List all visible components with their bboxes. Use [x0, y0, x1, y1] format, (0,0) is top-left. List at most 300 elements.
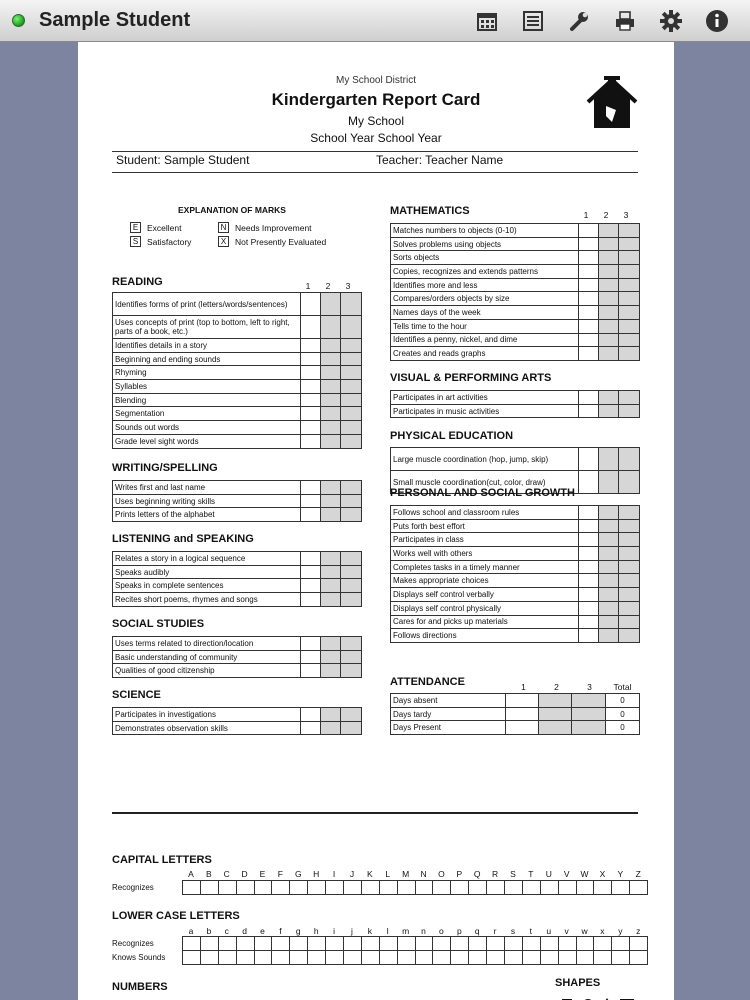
mark-cell[interactable] — [599, 615, 619, 629]
table-row — [391, 506, 640, 520]
mark-cell[interactable] — [579, 237, 599, 251]
attendance-total-label: Total — [613, 682, 632, 692]
letter-cell[interactable] — [487, 881, 505, 895]
attendance-row: Days Present 0 — [391, 721, 640, 735]
table-row — [113, 380, 362, 394]
mark-cell[interactable] — [301, 650, 321, 664]
letter-cell[interactable] — [415, 951, 433, 965]
letter-cell[interactable] — [576, 937, 594, 951]
mark-cell[interactable] — [579, 292, 599, 306]
mark-cell[interactable] — [321, 421, 341, 435]
mark-cell[interactable] — [619, 292, 640, 306]
skill-label: Follows school and classroom rules — [391, 506, 579, 520]
mark-cell[interactable] — [301, 393, 321, 407]
printer-icon[interactable] — [602, 6, 648, 36]
skill-label: Identifies forms of print (letters/words/sentences) — [113, 293, 301, 316]
skill-label: Participates in music activities — [391, 404, 579, 418]
letter-cell[interactable] — [236, 881, 254, 895]
letter-cell[interactable] — [200, 937, 218, 951]
letter-label: v — [564, 926, 569, 936]
mark-cell[interactable] — [301, 380, 321, 394]
letter-cell[interactable] — [290, 937, 308, 951]
table-row — [113, 434, 362, 448]
table-row — [113, 421, 362, 435]
student-name: Student: Sample Student — [116, 153, 250, 167]
mark-cell[interactable] — [301, 407, 321, 421]
list-icon[interactable] — [510, 6, 556, 36]
mark-cell[interactable] — [579, 588, 599, 602]
mark-cell[interactable] — [321, 407, 341, 421]
letter-cell[interactable] — [469, 951, 487, 965]
mark-cell[interactable] — [301, 494, 321, 508]
letter-cell[interactable] — [630, 937, 648, 951]
table-row — [113, 293, 362, 316]
letter-label: y — [618, 926, 623, 936]
mark-cell[interactable] — [599, 533, 619, 547]
mark-cell[interactable] — [619, 251, 640, 265]
skill-label: Names days of the week — [391, 306, 579, 320]
mark-cell[interactable] — [599, 506, 619, 520]
letter-cell[interactable] — [612, 937, 630, 951]
skill-label: Speaks audibly — [113, 565, 301, 579]
letter-cell[interactable] — [576, 951, 594, 965]
letter-cell[interactable] — [397, 881, 415, 895]
mark-cell[interactable] — [599, 224, 619, 238]
mark-cell[interactable] — [619, 471, 640, 494]
math-title: MATHEMATICS — [390, 205, 470, 217]
skill-label: Recites short poems, rhymes and songs — [113, 593, 301, 607]
skill-label: Basic understanding of community — [113, 650, 301, 664]
mark-cell[interactable] — [579, 519, 599, 533]
mark-cell[interactable] — [619, 588, 640, 602]
letter-cell[interactable] — [218, 937, 236, 951]
letter-label: O — [438, 869, 445, 879]
letter-cell[interactable] — [630, 881, 648, 895]
skill-label: Identifies a penny, nickel, and dime — [391, 333, 579, 347]
letter-cell[interactable] — [379, 881, 397, 895]
mark-cell[interactable] — [619, 574, 640, 588]
mark-cell[interactable] — [301, 293, 321, 316]
letter-cell[interactable] — [469, 881, 487, 895]
skill-label: Speaks in complete sentences — [113, 579, 301, 593]
info-icon[interactable] — [694, 6, 740, 36]
mark-cell[interactable] — [599, 319, 619, 333]
mark-cell[interactable] — [301, 708, 321, 722]
mark-cell[interactable] — [599, 519, 619, 533]
mark-cell[interactable] — [619, 333, 640, 347]
mark-cell[interactable] — [579, 471, 599, 494]
letter-cell[interactable] — [433, 937, 451, 951]
mark-cell[interactable] — [341, 494, 362, 508]
table-row — [391, 306, 640, 320]
mark-cell[interactable] — [341, 481, 362, 495]
mark-cell[interactable] — [321, 650, 341, 664]
letter-cell[interactable] — [290, 951, 308, 965]
letter-cell[interactable] — [272, 951, 290, 965]
mark-satisfactory: S Satisfactory — [130, 236, 191, 247]
mark-cell[interactable] — [341, 339, 362, 353]
letter-cell[interactable] — [344, 937, 362, 951]
letter-cell[interactable] — [272, 937, 290, 951]
letter-label: Z — [635, 869, 641, 879]
letter-cell[interactable] — [254, 937, 272, 951]
letter-cell[interactable] — [451, 937, 469, 951]
letter-cell[interactable] — [612, 951, 630, 965]
mark-cell[interactable] — [301, 552, 321, 566]
mark-cell[interactable] — [579, 333, 599, 347]
mark-cell[interactable] — [321, 494, 341, 508]
letter-label: D — [241, 869, 248, 879]
letter-cell[interactable] — [558, 937, 576, 951]
mark-cell[interactable] — [599, 601, 619, 615]
mark-cell[interactable] — [341, 293, 362, 316]
letter-cell[interactable] — [361, 881, 379, 895]
mark-cell[interactable] — [579, 547, 599, 561]
mark-cell[interactable] — [321, 366, 341, 380]
mark-cell[interactable] — [579, 391, 599, 405]
mark-cell[interactable] — [619, 265, 640, 279]
skill-label: Participates in class — [391, 533, 579, 547]
mark-cell[interactable] — [579, 615, 599, 629]
letter-cell[interactable] — [487, 937, 505, 951]
mark-cell[interactable] — [301, 565, 321, 579]
letter-label: H — [313, 869, 320, 879]
table-row — [391, 615, 640, 629]
mark-cell[interactable] — [579, 306, 599, 320]
mark-cell[interactable] — [341, 637, 362, 651]
skill-label: Sorts objects — [391, 251, 579, 265]
mark-cell[interactable] — [321, 637, 341, 651]
mark-cell[interactable] — [599, 574, 619, 588]
mark-cell[interactable] — [619, 533, 640, 547]
mark-cell[interactable] — [301, 316, 321, 339]
mark-cell[interactable] — [301, 481, 321, 495]
mark-cell[interactable] — [619, 448, 640, 471]
mark-cell[interactable] — [599, 333, 619, 347]
letter-label: z — [636, 926, 641, 936]
skill-label: Small muscle coordination(cut, color, draw) — [391, 471, 579, 494]
letter-cell[interactable] — [522, 881, 540, 895]
letter-cell[interactable] — [612, 881, 630, 895]
mark-cell[interactable] — [579, 533, 599, 547]
mark-cell[interactable] — [579, 601, 599, 615]
mark-cell[interactable] — [579, 347, 599, 361]
mark-cell[interactable] — [619, 404, 640, 418]
letter-cell[interactable] — [505, 951, 523, 965]
mark-cell[interactable] — [341, 650, 362, 664]
capital-letters-title: CAPITAL LETTERS — [112, 854, 212, 866]
mark-needs-improvement: N Needs Improvement — [218, 222, 312, 233]
table-row — [113, 664, 362, 678]
mark-cell[interactable] — [619, 347, 640, 361]
mark-cell[interactable] — [341, 380, 362, 394]
mark-cell[interactable] — [599, 629, 619, 643]
letter-label: s — [510, 926, 516, 936]
mark-cell[interactable] — [619, 615, 640, 629]
letter-cell[interactable] — [254, 951, 272, 965]
mark-cell[interactable] — [301, 366, 321, 380]
mark-cell[interactable] — [619, 547, 640, 561]
mark-cell[interactable] — [579, 560, 599, 574]
attendance-row: Days absent 0 — [391, 694, 640, 708]
mark-cell[interactable] — [579, 506, 599, 520]
letter-label: N — [420, 869, 427, 879]
mark-cell[interactable] — [599, 560, 619, 574]
mark-cell[interactable] — [579, 448, 599, 471]
letter-cell[interactable] — [487, 951, 505, 965]
top-bar — [0, 0, 750, 42]
mark-cell[interactable] — [579, 224, 599, 238]
mark-cell[interactable] — [341, 393, 362, 407]
letter-cell[interactable] — [361, 937, 379, 951]
skill-label: Qualities of good citizenship — [113, 664, 301, 678]
attendance-title: ATTENDANCE — [390, 676, 465, 688]
schoolhouse-icon — [586, 76, 638, 135]
mark-cell[interactable] — [321, 708, 341, 722]
mark-cell[interactable] — [619, 391, 640, 405]
mark-cell[interactable] — [301, 352, 321, 366]
letter-label: T — [528, 869, 534, 879]
letter-cell[interactable] — [236, 951, 254, 965]
letter-label: m — [402, 926, 410, 936]
personal-growth-title: PERSONAL AND SOCIAL GROWTH — [390, 487, 575, 499]
mark-cell[interactable] — [301, 664, 321, 678]
mark-cell[interactable] — [619, 629, 640, 643]
mark-cell[interactable] — [301, 421, 321, 435]
letter-cell[interactable] — [218, 881, 236, 895]
mark-cell[interactable] — [321, 316, 341, 339]
mark-cell[interactable] — [341, 579, 362, 593]
letter-cell[interactable] — [594, 951, 612, 965]
letter-label: q — [474, 926, 480, 936]
letter-cell[interactable] — [576, 881, 594, 895]
mark-cell[interactable] — [341, 593, 362, 607]
table-row — [391, 560, 640, 574]
mark-cell[interactable] — [619, 237, 640, 251]
mark-cell[interactable] — [619, 601, 640, 615]
letter-label: b — [206, 926, 212, 936]
skill-label: Syllables — [113, 380, 301, 394]
district-name: My School District — [335, 75, 416, 86]
reading-title: READING — [112, 276, 163, 288]
letter-cell[interactable] — [200, 951, 218, 965]
attendance-table — [390, 693, 640, 735]
letter-cell[interactable] — [272, 881, 290, 895]
letter-cell[interactable] — [469, 937, 487, 951]
mark-cell[interactable] — [599, 251, 619, 265]
mark-cell[interactable] — [579, 278, 599, 292]
letter-cell[interactable] — [326, 937, 344, 951]
skill-label: Prints letters of the alphabet — [113, 508, 301, 522]
letter-cell[interactable] — [522, 951, 540, 965]
letter-cell[interactable] — [379, 951, 397, 965]
letter-label: F — [277, 869, 283, 879]
mark-cell[interactable] — [341, 434, 362, 448]
skill-label: Cares for and picks up materials — [391, 615, 579, 629]
letter-cell[interactable] — [451, 881, 469, 895]
letter-cell[interactable] — [361, 951, 379, 965]
mark-cell[interactable] — [301, 434, 321, 448]
mark-cell[interactable] — [301, 579, 321, 593]
mark-cell[interactable] — [321, 339, 341, 353]
mark-cell[interactable] — [579, 265, 599, 279]
letter-cell[interactable] — [308, 881, 326, 895]
mark-cell[interactable] — [619, 519, 640, 533]
mark-cell[interactable] — [321, 552, 341, 566]
explanation-title: EXPLANATION OF MARKS — [178, 205, 286, 215]
mark-cell[interactable] — [341, 366, 362, 380]
letter-cell[interactable] — [540, 951, 558, 965]
mark-cell[interactable] — [341, 721, 362, 735]
mark-cell[interactable] — [321, 565, 341, 579]
social-studies-title: SOCIAL STUDIES — [112, 618, 205, 630]
mark-cell[interactable] — [619, 224, 640, 238]
attendance-period-headers: 1 2 3 Total — [507, 682, 639, 692]
letter-cell[interactable] — [236, 937, 254, 951]
letter-cell[interactable] — [326, 881, 344, 895]
letter-cell[interactable] — [540, 881, 558, 895]
mark-cell[interactable] — [619, 506, 640, 520]
mark-cell[interactable] — [579, 574, 599, 588]
table-row — [113, 650, 362, 664]
letter-cell[interactable] — [290, 881, 308, 895]
mark-cell[interactable] — [619, 306, 640, 320]
letter-cell[interactable] — [630, 951, 648, 965]
arts-title: VISUAL & PERFORMING ARTS — [390, 372, 552, 384]
mark-cell[interactable] — [301, 593, 321, 607]
letter-cell[interactable] — [505, 937, 523, 951]
mark-cell[interactable] — [321, 352, 341, 366]
mark-cell[interactable] — [579, 629, 599, 643]
letter-cell[interactable] — [451, 951, 469, 965]
mark-cell[interactable] — [321, 393, 341, 407]
letter-label: r — [493, 926, 497, 936]
mark-cell[interactable] — [321, 593, 341, 607]
mark-cell[interactable] — [301, 339, 321, 353]
letter-cell[interactable] — [540, 937, 558, 951]
mark-cell[interactable] — [599, 391, 619, 405]
letter-cell[interactable] — [522, 937, 540, 951]
skill-label: Blending — [113, 393, 301, 407]
letter-cell[interactable] — [183, 937, 201, 951]
letter-cell[interactable] — [218, 951, 236, 965]
mark-cell[interactable] — [341, 407, 362, 421]
letter-cell[interactable] — [397, 937, 415, 951]
letter-cell[interactable] — [379, 937, 397, 951]
table-row — [391, 519, 640, 533]
mark-cell[interactable] — [341, 664, 362, 678]
letter-cell[interactable] — [344, 951, 362, 965]
letter-cell[interactable] — [558, 881, 576, 895]
mark-cell[interactable] — [619, 278, 640, 292]
mark-cell[interactable] — [619, 319, 640, 333]
letter-cell[interactable] — [594, 881, 612, 895]
mark-cell[interactable] — [341, 316, 362, 339]
letter-label: p — [456, 926, 462, 936]
mark-cell[interactable] — [301, 721, 321, 735]
mark-cell[interactable] — [599, 471, 619, 494]
mark-cell[interactable] — [341, 565, 362, 579]
letter-cell[interactable] — [183, 951, 201, 965]
shapes-icons — [560, 994, 640, 1000]
lower-letters-title: LOWER CASE LETTERS — [112, 910, 240, 922]
letter-cell[interactable] — [594, 937, 612, 951]
mark-cell[interactable] — [321, 721, 341, 735]
mark-cell[interactable] — [321, 481, 341, 495]
skill-label: Makes appropriate choices — [391, 574, 579, 588]
mark-cell[interactable] — [341, 508, 362, 522]
letter-label: L — [385, 869, 391, 879]
letter-cell[interactable] — [558, 951, 576, 965]
mark-cell[interactable] — [599, 588, 619, 602]
capital-letters-grid — [182, 880, 648, 895]
letter-cell[interactable] — [200, 881, 218, 895]
mark-cell[interactable] — [599, 292, 619, 306]
letter-cell[interactable] — [415, 881, 433, 895]
wrench-icon[interactable] — [556, 6, 602, 36]
mark-excellent: E Excellent — [130, 222, 182, 233]
letter-cell[interactable] — [308, 937, 326, 951]
mark-cell[interactable] — [579, 404, 599, 418]
mark-cell[interactable] — [599, 404, 619, 418]
calendar-icon[interactable] — [464, 6, 510, 36]
report-card-title: Kindergarten Report Card — [271, 90, 481, 109]
mark-cell[interactable] — [301, 637, 321, 651]
mark-cell[interactable] — [599, 448, 619, 471]
mark-cell[interactable] — [341, 421, 362, 435]
mark-cell[interactable] — [321, 380, 341, 394]
mark-cell[interactable] — [599, 547, 619, 561]
mark-cell[interactable] — [301, 508, 321, 522]
table-row — [113, 316, 362, 339]
letter-cell[interactable] — [505, 881, 523, 895]
mark-cell[interactable] — [599, 278, 619, 292]
letter-cell[interactable] — [308, 951, 326, 965]
letter-cell[interactable] — [183, 881, 201, 895]
mark-cell[interactable] — [599, 306, 619, 320]
mark-cell[interactable] — [321, 293, 341, 316]
mark-cell[interactable] — [321, 434, 341, 448]
letter-cell[interactable] — [433, 881, 451, 895]
mark-cell[interactable] — [341, 708, 362, 722]
mark-cell[interactable] — [321, 664, 341, 678]
app-title: Sample Student — [39, 9, 191, 31]
mark-cell[interactable] — [321, 508, 341, 522]
mark-cell[interactable] — [341, 352, 362, 366]
mark-cell[interactable] — [579, 319, 599, 333]
gear-icon[interactable] — [648, 6, 694, 36]
mark-cell[interactable] — [599, 347, 619, 361]
letter-cell[interactable] — [433, 951, 451, 965]
letter-cell[interactable] — [397, 951, 415, 965]
letter-cell[interactable] — [344, 881, 362, 895]
mark-cell[interactable] — [341, 552, 362, 566]
mark-cell[interactable] — [599, 237, 619, 251]
mark-cell[interactable] — [579, 251, 599, 265]
letter-label: R — [492, 869, 499, 879]
teacher-name: Teacher: Teacher Name — [376, 153, 504, 167]
letter-cell[interactable] — [254, 881, 272, 895]
mark-cell[interactable] — [619, 560, 640, 574]
letter-row — [183, 951, 648, 965]
mark-cell[interactable] — [599, 265, 619, 279]
mark-cell[interactable] — [321, 579, 341, 593]
table-row — [391, 347, 640, 361]
table-row — [113, 579, 362, 593]
letter-cell[interactable] — [326, 951, 344, 965]
skill-label: Solves problems using objects — [391, 237, 579, 251]
letter-cell[interactable] — [415, 937, 433, 951]
